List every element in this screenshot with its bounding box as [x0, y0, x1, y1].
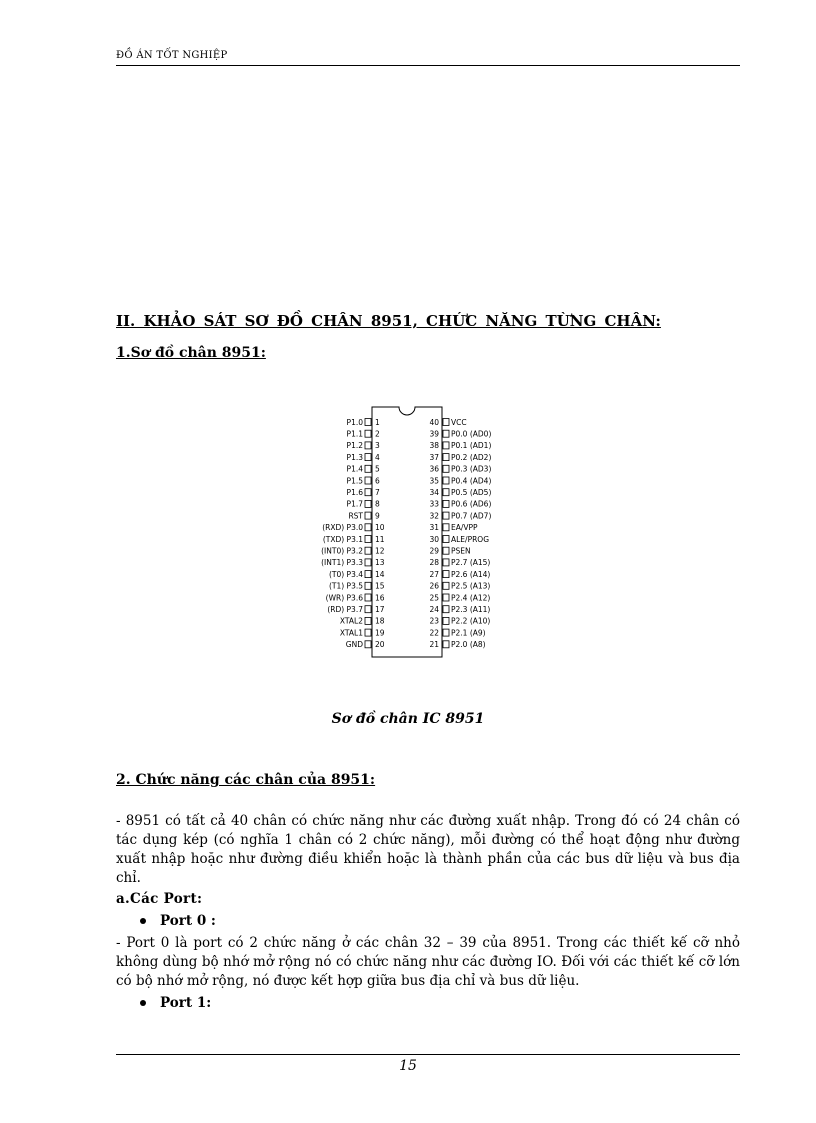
- pin-number-left: 13: [375, 558, 385, 568]
- pin-number-right: 22: [429, 628, 439, 638]
- pin-number-right: 24: [429, 605, 439, 614]
- pin-pad-right: [443, 594, 449, 601]
- figure-caption: Sơ đồ chân IC 8951: [331, 711, 485, 727]
- pin-pad-right: [443, 419, 449, 426]
- pin-number-right: 27: [429, 569, 439, 579]
- pin-label-left: XTAL1: [339, 628, 363, 638]
- pin-pad-left: [365, 500, 371, 507]
- pin-label-left: P1.7: [346, 499, 363, 509]
- pin-pad-right: [443, 454, 449, 461]
- pin-label-right: ALE/PROG: [451, 534, 490, 544]
- pin-number-right: 30: [429, 534, 439, 544]
- subsection-title-pinout: 1.Sơ đồ chân 8951:: [116, 345, 266, 361]
- pin-pad-left: [365, 465, 371, 472]
- footer-rule: [116, 1054, 740, 1055]
- pin-pad-left: [365, 524, 371, 531]
- pin-number-left: 18: [375, 616, 385, 626]
- pin-label-right: P2.5 (A13): [451, 581, 491, 591]
- pin-label-left: P1.0: [346, 417, 363, 427]
- pin-label-left: (RXD) P3.0: [322, 523, 363, 533]
- pin-pad-right: [443, 571, 449, 578]
- pin-pad-right: [443, 629, 449, 636]
- pin-number-right: 28: [429, 558, 439, 568]
- pin-number-right: 29: [429, 546, 439, 556]
- pin-number-left: 15: [375, 581, 385, 591]
- header-rule: [116, 65, 740, 66]
- pin-label-left: RST: [348, 511, 363, 521]
- pin-label-left: P1.6: [346, 488, 363, 497]
- pin-label-right: PSEN: [451, 546, 471, 556]
- pin-label-right: P0.2 (AD2): [451, 452, 492, 462]
- pin-label-left: GND: [345, 640, 363, 650]
- pin-number-left: 10: [375, 523, 385, 533]
- ic-8951-pinout-diagram: [300, 405, 530, 660]
- pin-label-right: P2.1 (A9): [451, 628, 486, 638]
- pin-label-right: P2.4 (A12): [451, 593, 491, 603]
- pin-pad-left: [365, 594, 371, 601]
- port0-label: Port 0 :: [160, 913, 216, 929]
- pin-number-left: 3: [375, 441, 380, 451]
- pin-number-right: 34: [429, 488, 439, 497]
- port1-label: Port 1:: [160, 995, 212, 1011]
- pin-number-left: 8: [375, 499, 380, 509]
- pin-pad-right: [443, 536, 449, 543]
- pin-label-right: P2.7 (A15): [451, 558, 491, 568]
- pin-pad-right: [443, 559, 449, 566]
- pin-number-right: 36: [429, 464, 439, 474]
- pin-label-left: (T1) P3.5: [328, 581, 363, 591]
- pin-pad-left: [365, 606, 371, 613]
- pin-label-left: P1.5: [346, 476, 363, 486]
- pin-number-right: 23: [429, 616, 439, 626]
- pin-number-right: 37: [429, 452, 439, 462]
- pin-label-right: P0.4 (AD4): [451, 476, 492, 486]
- pin-number-left: 19: [375, 628, 385, 638]
- pin-number-right: 25: [429, 593, 439, 603]
- paragraph-port0: - Port 0 là port có 2 chức năng ở các chân 32 – 39 của 8951. Trong các thiết kế cỡ nhỏ không dùng bộ nhớ mở rộng nó có chức năng như các đường IO. Đối với các thiết kế cỡ lớn có bộ nhớ mở rộng, nó được kết hợp giữa bus địa chỉ và bus dữ liệu.: [116, 935, 740, 989]
- bullet-dot-icon: [140, 1000, 146, 1006]
- pin-pad-right: [443, 465, 449, 472]
- pin-label-right: VCC: [451, 417, 467, 427]
- subsection-title-functions: 2. Chức năng các chân của 8951:: [116, 772, 376, 788]
- bullet-dot-icon: [140, 918, 146, 924]
- pin-number-left: 5: [375, 464, 380, 474]
- pin-number-right: 31: [429, 523, 439, 533]
- bullet-port0: [140, 913, 216, 929]
- pin-pad-left: [365, 430, 371, 437]
- pin-pad-left: [365, 559, 371, 566]
- pin-number-right: 35: [429, 476, 439, 486]
- pin-pad-left: [365, 419, 371, 426]
- pin-label-left: (TXD) P3.1: [322, 534, 363, 544]
- pin-label-right: P0.3 (AD3): [451, 464, 492, 474]
- pin-pad-right: [443, 512, 449, 519]
- pin-number-left: 1: [375, 417, 380, 427]
- pin-pad-left: [365, 629, 371, 636]
- pin-number-right: 21: [429, 640, 439, 650]
- pin-label-right: P2.3 (A11): [451, 605, 491, 614]
- pin-label-left: (RD) P3.7: [327, 605, 363, 614]
- pin-pad-left: [365, 442, 371, 449]
- page-number: 15: [399, 1058, 417, 1074]
- pin-label-right: P0.1 (AD1): [451, 441, 492, 451]
- pin-number-left: 17: [375, 605, 385, 614]
- pin-number-left: 4: [375, 452, 380, 462]
- pin-pad-right: [443, 606, 449, 613]
- pin-pad-left: [365, 582, 371, 589]
- pin-pad-right: [443, 617, 449, 624]
- pin-label-left: (T0) P3.4: [328, 569, 363, 579]
- pin-number-left: 20: [375, 640, 385, 650]
- pin-label-left: XTAL2: [339, 616, 363, 626]
- pin-number-right: 26: [429, 581, 439, 591]
- pin-number-right: 33: [429, 499, 439, 509]
- pin-pad-left: [365, 536, 371, 543]
- pin-number-left: 7: [375, 488, 380, 497]
- pin-number-right: 39: [429, 429, 439, 439]
- pin-number-left: 14: [375, 569, 385, 579]
- pin-pad-left: [365, 512, 371, 519]
- pin-label-left: (INT0) P3.2: [321, 546, 363, 556]
- ports-label: a.Các Port:: [116, 891, 203, 907]
- pin-pad-left: [365, 489, 371, 496]
- bullet-port1: [140, 995, 211, 1011]
- paragraph-overview: - 8951 có tất cả 40 chân có chức năng như các đường xuất nhập. Trong đó có 24 chân có tác dụng kép (có nghĩa 1 chân có 2 chức năng), mỗi đường có thể hoạt động như đường xuất nhập hoặc như đường điều khiển hoặc là thành phần của các bus dữ liệu và bus địa chỉ.: [116, 813, 740, 886]
- pin-label-left: P1.4: [346, 464, 363, 474]
- pin-pad-left: [365, 477, 371, 484]
- pin-number-left: 16: [375, 593, 385, 603]
- pin-label-left: P1.3: [346, 452, 363, 462]
- pin-pad-left: [365, 547, 371, 554]
- pin-label-right: P0.7 (AD7): [451, 511, 492, 521]
- section-title: II. KHẢO SÁT SƠ ĐỒ CHÂN 8951, CHỨC NĂNG TỪNG CHÂN:: [116, 312, 661, 330]
- pin-label-right: P2.6 (A14): [451, 569, 491, 579]
- pin-pad-right: [443, 524, 449, 531]
- pin-label-right: EA/VPP: [451, 523, 478, 533]
- pin-pad-right: [443, 641, 449, 648]
- pin-pad-right: [443, 430, 449, 437]
- pin-pad-left: [365, 617, 371, 624]
- pin-pad-right: [443, 500, 449, 507]
- pin-number-left: 9: [375, 511, 380, 521]
- pin-pad-left: [365, 454, 371, 461]
- pin-pad-left: [365, 571, 371, 578]
- pin-number-left: 11: [375, 534, 385, 544]
- pin-pad-right: [443, 547, 449, 554]
- pin-label-right: P2.0 (A8): [451, 640, 486, 650]
- pin-number-right: 32: [429, 511, 439, 521]
- pin-number-right: 40: [429, 417, 439, 427]
- pin-number-right: 38: [429, 441, 439, 451]
- pin-label-left: (WR) P3.6: [325, 593, 363, 603]
- pin-label-right: P0.0 (AD0): [451, 429, 492, 439]
- pin-label-left: P1.2: [346, 441, 363, 451]
- pin-label-right: P2.2 (A10): [451, 616, 491, 626]
- pin-pad-right: [443, 442, 449, 449]
- pin-number-left: 12: [375, 546, 385, 556]
- running-header: ĐỒ ÁN TỐT NGHIỆP: [116, 50, 228, 61]
- pin-label-left: (INT1) P3.3: [321, 558, 363, 568]
- pin-label-right: P0.5 (AD5): [451, 488, 492, 497]
- pin-pad-left: [365, 641, 371, 648]
- pin-label-left: P1.1: [346, 429, 363, 439]
- pin-pad-right: [443, 477, 449, 484]
- pin-number-left: 6: [375, 476, 380, 486]
- pin-pad-right: [443, 489, 449, 496]
- pin-label-right: P0.6 (AD6): [451, 499, 492, 509]
- pin-number-left: 2: [375, 429, 380, 439]
- pinout-svg: [300, 405, 530, 660]
- pin-pad-right: [443, 582, 449, 589]
